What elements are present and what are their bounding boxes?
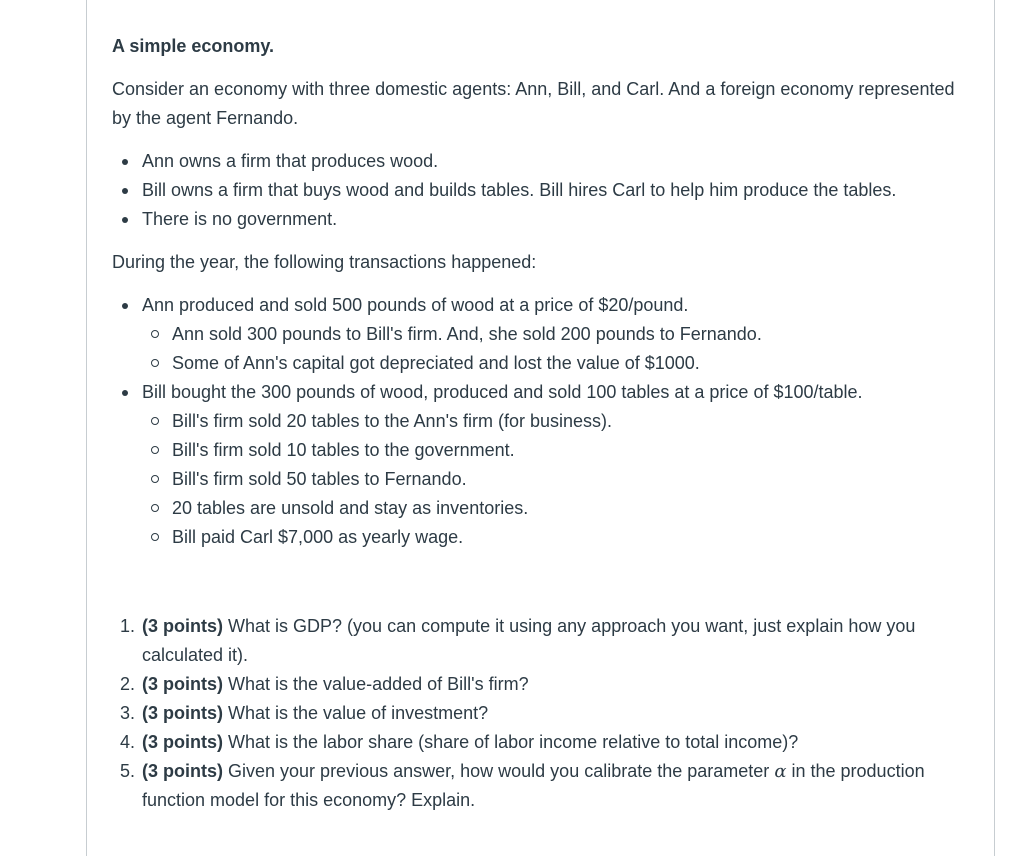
question-item <box>120 728 974 757</box>
question-title: A simple economy. <box>112 36 275 56</box>
transaction-text: Ann produced and sold 500 pounds of wood at a price of $20/pound. <box>142 295 689 315</box>
content-frame-right-border <box>994 0 995 856</box>
list-item: Ann owns a firm that produces wood. <box>142 147 974 176</box>
question-number: 5. <box>120 761 136 781</box>
spacer <box>112 566 974 612</box>
sub-list-item: Bill's firm sold 10 tables to the government. <box>172 436 974 465</box>
sub-list-item: Some of Ann's capital got depreciated and lost the value of $1000. <box>172 349 974 378</box>
question-text: What is GDP? (you can compute it using any approach you want, just explain how you calculated it). <box>142 616 916 665</box>
sub-list <box>142 320 974 378</box>
question-points: (3 points) <box>142 703 223 723</box>
sub-list-item: 20 tables are unsold and stay as inventories. <box>172 494 974 523</box>
question-number: 4. <box>120 732 136 752</box>
list-item: There is no government. <box>142 205 974 234</box>
question-item <box>120 757 974 815</box>
list-item <box>142 291 974 378</box>
question-number: 3. <box>120 703 136 723</box>
question-points: (3 points) <box>142 616 223 636</box>
sub-list-item: Bill paid Carl $7,000 as yearly wage. <box>172 523 974 552</box>
intro-paragraph: Consider an economy with three domestic agents: Ann, Bill, and Carl. And a foreign economy represented by the agent Fernando. <box>112 79 955 128</box>
question-text: What is the labor share (share of labor income relative to total income)? <box>228 732 799 752</box>
question-points: (3 points) <box>142 674 223 694</box>
question-item <box>120 670 974 699</box>
sub-list-item: Bill's firm sold 20 tables to the Ann's firm (for business). <box>172 407 974 436</box>
question-text: What is the value-added of Bill's firm? <box>228 674 529 694</box>
question-content <box>112 32 974 815</box>
list-item: Bill owns a firm that buys wood and builds tables. Bill hires Carl to help him produce the tables. <box>142 176 974 205</box>
questions-list <box>112 612 974 815</box>
sub-list <box>142 407 974 552</box>
question-text: What is the value of investment? <box>228 703 489 723</box>
question-points: (3 points) <box>142 732 223 752</box>
question-number: 2. <box>120 674 136 694</box>
question-text: in the production function model for this economy? Explain. <box>142 761 925 810</box>
question-text: Given your previous answer, how would you calibrate the parameter <box>228 761 770 781</box>
list-item <box>142 378 974 552</box>
sub-list-item: Bill's firm sold 50 tables to Fernando. <box>172 465 974 494</box>
question-item <box>120 612 974 670</box>
transactions-intro: During the year, the following transactions happened: <box>112 252 537 272</box>
alpha-symbol: α <box>774 761 787 782</box>
question-number: 1. <box>120 616 136 636</box>
question-points: (3 points) <box>142 761 223 781</box>
transactions-list <box>112 291 974 552</box>
agents-list <box>112 147 974 234</box>
transaction-text: Bill bought the 300 pounds of wood, produced and sold 100 tables at a price of $100/table. <box>142 382 863 402</box>
question-item <box>120 699 974 728</box>
content-frame-left-border <box>86 0 87 856</box>
sub-list-item: Ann sold 300 pounds to Bill's firm. And, she sold 200 pounds to Fernando. <box>172 320 974 349</box>
